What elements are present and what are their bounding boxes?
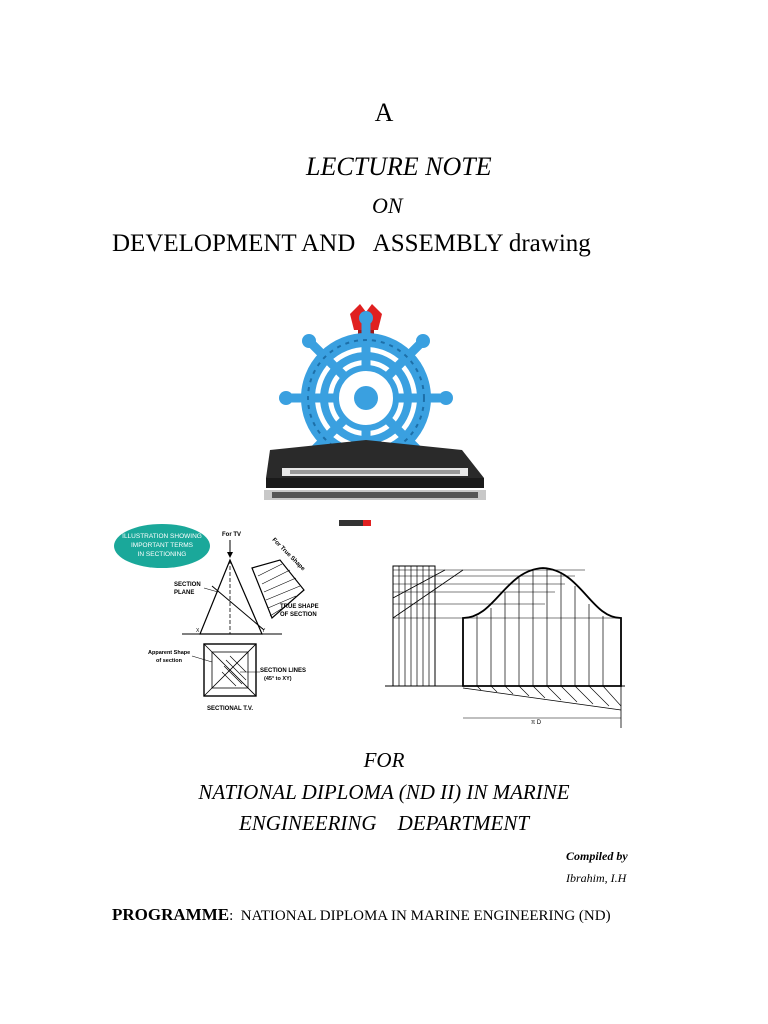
programme-label: PROGRAMME xyxy=(112,905,230,924)
label-pi-d: π D xyxy=(531,720,542,726)
title-article: A xyxy=(374,98,394,127)
diploma-line-1: NATIONAL DIPLOMA (ND II) IN MARINE xyxy=(198,780,570,804)
title-on: ON xyxy=(372,193,403,218)
section-plane-line xyxy=(212,586,264,630)
label-true-shape-2: OF SECTION xyxy=(280,612,317,618)
label-section-lines-1: SECTION LINES xyxy=(260,668,307,674)
badge-line-1: ILLUSTRATION SHOWING xyxy=(122,533,202,540)
label-section-lines-2: (45° to XY) xyxy=(264,676,292,682)
programme-value: NATIONAL DIPLOMA IN MARINE ENGINEERING (ND) xyxy=(240,908,611,924)
label-section-plane-2: PLANE xyxy=(174,590,195,596)
development-figure xyxy=(385,560,635,730)
label-true-shape-1: TRUE SHAPE xyxy=(280,604,319,610)
institution-logo xyxy=(262,300,490,510)
label-x: X xyxy=(196,628,200,634)
compiled-by-label: Compiled by xyxy=(566,849,628,863)
diploma-line-2: ENGINEERING DEPARTMENT xyxy=(238,811,530,835)
label-apparent-1: Apparent Shape xyxy=(148,650,191,656)
label-section-plane-1: SECTION xyxy=(174,582,201,588)
development-curve xyxy=(463,568,621,686)
label-sectional-tv: SECTIONAL T.V. xyxy=(206,706,254,712)
sectioning-figure xyxy=(112,522,344,722)
label-for-true-shape: For True Shape xyxy=(270,537,306,573)
badge-line-3: IN SECTIONING xyxy=(137,551,187,558)
compiler-name: Ibrahim, I.H xyxy=(566,871,627,885)
for-label: FOR xyxy=(363,748,405,772)
programme-line: PROGRAMME: NATIONAL DIPLOMA IN MARINE ENGINEERING (ND) xyxy=(112,905,611,924)
badge-line-2: IMPORTANT TERMS xyxy=(131,542,193,549)
title-lecture-note: LECTURE NOTE xyxy=(306,152,492,181)
title-subject: DEVELOPMENT AND ASSEMBLY drawing xyxy=(112,230,591,257)
label-apparent-2: of section xyxy=(156,658,182,664)
label-for-tv: For TV xyxy=(222,532,241,538)
book-base-icon xyxy=(264,440,486,500)
label-y: Y xyxy=(262,628,266,634)
